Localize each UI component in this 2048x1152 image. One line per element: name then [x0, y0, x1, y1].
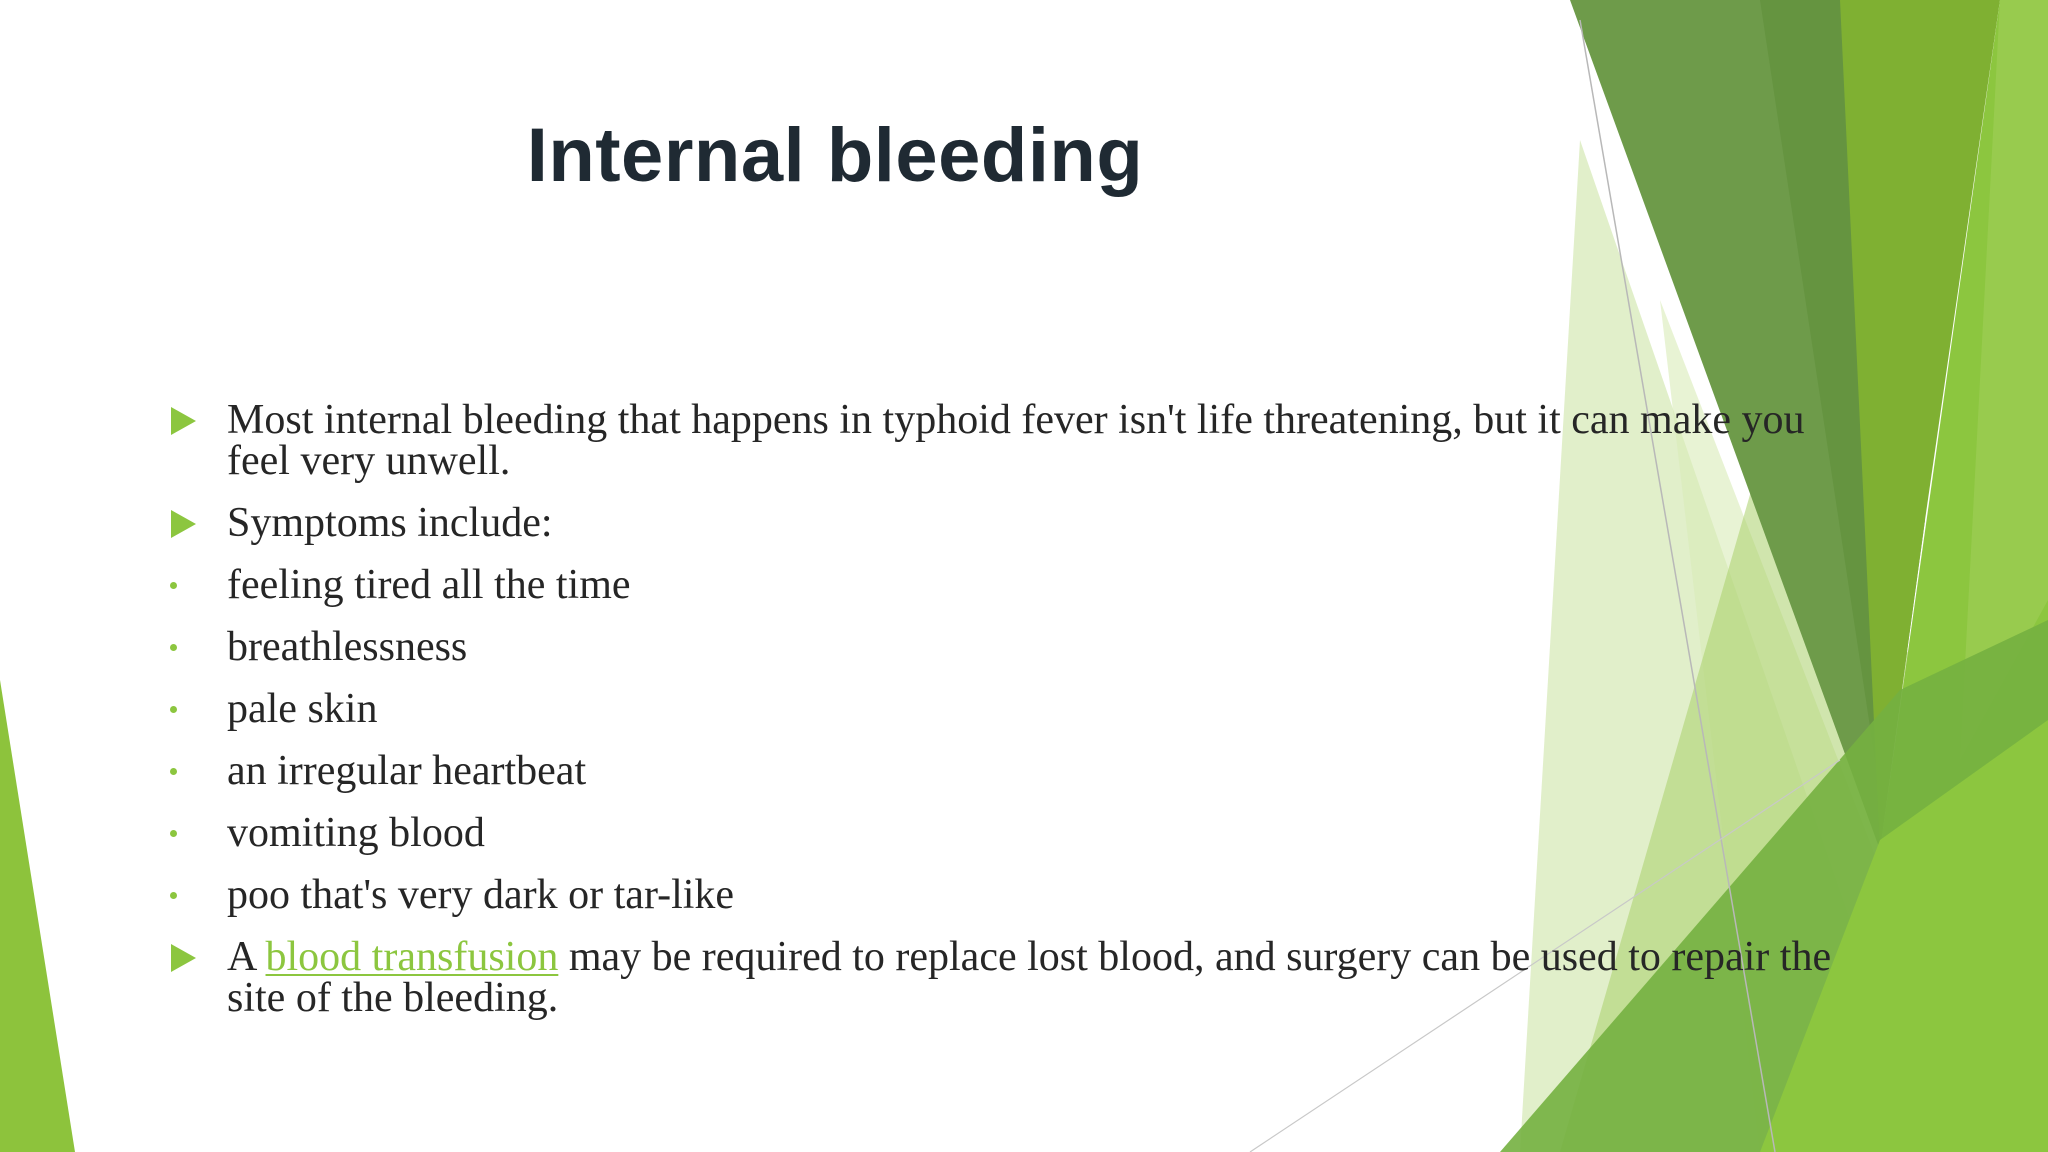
arrow-bullet-icon — [168, 400, 196, 441]
slide-title: Internal bleeding — [526, 113, 1144, 198]
dot-bullet-icon — [168, 627, 177, 668]
list-item-text: vomiting blood — [227, 810, 485, 856]
arrow-bullet-icon — [168, 937, 196, 978]
list-item-suffix: may be required to replace lost blood, and surgery can be used to repair the site of the bleeding. — [227, 934, 1832, 1021]
list-item — [168, 397, 1868, 484]
dot-bullet-icon — [168, 689, 177, 730]
list-item-text: poo that's very dark or tar-like — [227, 872, 735, 918]
list-item-prefix: A — [227, 934, 266, 980]
list-item-text: Most internal bleeding that happens in typhoid fever isn't life threatening, but it can make you feel very unwell. — [227, 397, 1805, 484]
list-item — [168, 748, 1868, 794]
list-item — [168, 872, 1868, 918]
arrow-bullet-icon — [168, 503, 196, 544]
dot-bullet-icon — [168, 813, 177, 854]
list-item — [168, 686, 1868, 732]
list-item-text: an irregular heartbeat — [227, 748, 587, 794]
list-item-text: Symptoms include: — [227, 500, 553, 546]
bullet-list — [168, 397, 1868, 1040]
dot-bullet-icon — [168, 565, 177, 606]
list-item-text: breathlessness — [227, 624, 468, 670]
dot-bullet-icon — [168, 875, 177, 916]
list-item-text: feeling tired all the time — [227, 562, 631, 608]
list-item — [168, 500, 1868, 546]
list-item — [168, 810, 1868, 856]
list-item — [168, 934, 1868, 1021]
list-item — [168, 562, 1868, 608]
list-item-text — [227, 934, 1831, 1021]
blood-transfusion-link[interactable]: blood transfusion — [265, 934, 559, 980]
list-item-text: pale skin — [227, 686, 378, 732]
dot-bullet-icon — [168, 751, 177, 792]
list-item — [168, 624, 1868, 670]
